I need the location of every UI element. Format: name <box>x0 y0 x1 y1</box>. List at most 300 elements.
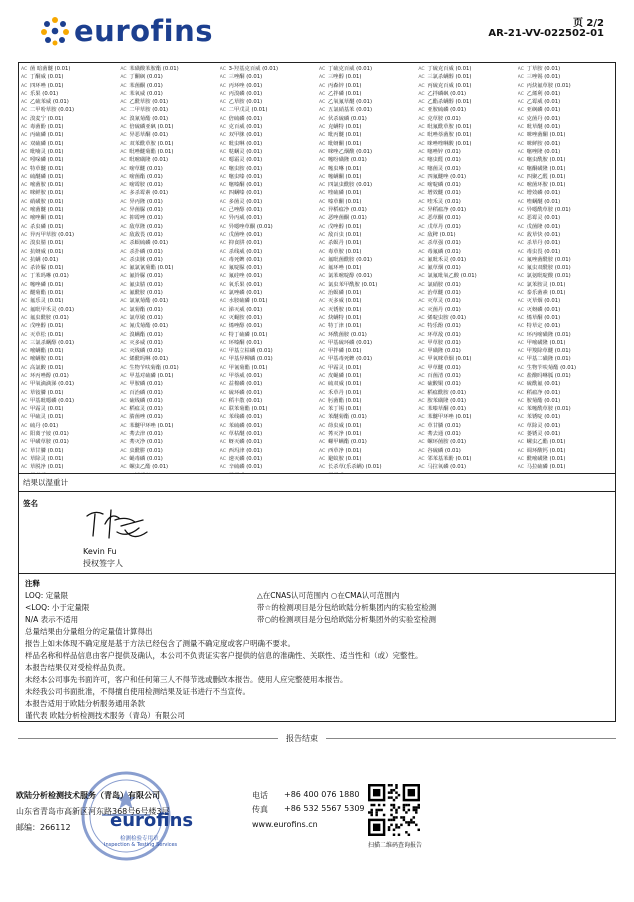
analyte-name: 异丙甲草胺 (0.01) <box>30 231 75 238</box>
analyte-row <box>518 289 614 297</box>
analyte-name: 咪唑喹啉酸 (0.01) <box>427 140 472 147</box>
note-na: N/A 表示不适用 <box>25 615 79 624</box>
stamp-label: 检测检验专用章 <box>120 836 159 842</box>
analyte-row <box>319 123 415 131</box>
analyte-name: 四聚乙醛 (0.01) <box>526 173 566 180</box>
analyte-prefix: AC <box>418 332 425 338</box>
analyte-row <box>220 397 316 405</box>
analyte-prefix: AC <box>517 183 524 189</box>
analyte-row <box>220 364 316 372</box>
analyte-row <box>120 65 216 73</box>
analyte-row <box>21 297 117 305</box>
analyte-row <box>518 422 614 430</box>
analyte-row <box>120 347 216 355</box>
analyte-row <box>21 455 117 463</box>
analyte-prefix: AC <box>318 125 326 131</box>
analyte-row <box>220 165 316 173</box>
analyte-name: 三唑酮 (0.01) <box>228 74 263 81</box>
page-number: 页 2/2 <box>572 18 604 29</box>
analyte-name: 邻苯基苯酚 (0.01) <box>427 455 472 462</box>
analyte-row <box>120 389 216 397</box>
qr-code-icon[interactable] <box>368 784 420 836</box>
analyte-prefix: AC <box>517 423 524 429</box>
analyte-name: 噻虫胺 (0.01) <box>228 165 263 172</box>
analyte-row <box>418 322 514 330</box>
analyte-row <box>120 115 216 123</box>
analyte-row <box>319 181 415 189</box>
analyte-name: 吡氟酰草胺 (0.01) <box>427 124 472 131</box>
analyte-row <box>220 355 316 363</box>
analyte-row <box>418 82 514 90</box>
analyte-name: 泰乐菌素 (0.01) <box>526 290 566 297</box>
analyte-row <box>418 165 514 173</box>
analyte-row <box>21 115 117 123</box>
analyte-row <box>418 272 514 280</box>
analyte-row <box>120 364 216 372</box>
analyte-prefix: AC <box>219 266 226 272</box>
analyte-prefix: AC <box>21 448 28 454</box>
handwritten-signature <box>81 502 159 546</box>
analyte-name: 乙霉威 (0.01) <box>526 99 561 106</box>
analyte-prefix: AC <box>21 332 28 338</box>
analyte-row <box>418 430 514 438</box>
analyte-prefix: AC <box>517 274 524 280</box>
analyte-name: 硫线磷 (0.01) <box>129 397 163 404</box>
analyte-name: 克百威 (0.01) <box>228 124 263 131</box>
analyte-name: 异恶草酮 (0.01) <box>129 132 169 139</box>
analyte-name: 三唑锡 (0.01) <box>526 74 561 81</box>
company-name: 欧陆分析检测技术服务（青岛）有限公司 <box>16 791 160 800</box>
analyte-name: 甲基异柳磷 (0.01) <box>228 356 273 363</box>
analyte-name: 毒氟磷 (0.01) <box>427 248 461 255</box>
analyte-row <box>319 131 415 139</box>
analyte-row <box>21 173 117 181</box>
analyte-prefix: AC <box>120 398 127 404</box>
analyte-prefix: AC <box>318 141 326 147</box>
analyte-row <box>518 322 614 330</box>
analyte-row <box>21 372 117 380</box>
analyte-name: 异丙隆 (0.01) <box>129 198 163 205</box>
analyte-row <box>319 115 415 123</box>
analyte-prefix: AC <box>219 382 226 388</box>
analyte-prefix: AC <box>219 241 226 247</box>
analyte-prefix: AC <box>517 315 524 321</box>
analyte-prefix: AC <box>219 398 226 404</box>
analyte-row <box>21 438 117 446</box>
analyte-name: 螺甲螨酯 (0.01) <box>327 439 367 446</box>
analyte-prefix: AC <box>318 349 326 355</box>
analyte-name: 噻唑磷 (0.01) <box>30 281 64 288</box>
end-of-report: 报告结束 <box>278 733 326 744</box>
analyte-row <box>120 331 216 339</box>
analyte-prefix: AC <box>120 249 127 255</box>
analyte-name: 灭草松 (0.01) <box>30 331 64 338</box>
analyte-row <box>21 106 117 114</box>
analyte-row <box>319 289 415 297</box>
analyte-row <box>319 380 415 388</box>
analyte-row <box>319 165 415 173</box>
analyte-row <box>21 165 117 173</box>
analyte-row <box>518 73 614 81</box>
analyte-name: 杀虫磷 (0.01) <box>30 223 64 230</box>
analyte-row <box>21 397 117 405</box>
fax-number: +86 532 5567 5309 <box>284 804 365 813</box>
note-loq: LOQ: 定量限 <box>25 591 69 600</box>
analyte-prefix: AC <box>219 407 226 413</box>
analyte-name: 螺环菌胺 (0.01) <box>427 439 467 446</box>
analyte-row <box>319 281 415 289</box>
analyte-prefix: AC <box>517 465 524 471</box>
analyte-prefix: AC <box>517 125 524 131</box>
analyte-prefix: AC <box>418 282 425 288</box>
analyte-name: 特丁硫磷 (0.01) <box>228 331 268 338</box>
analyte-name: 嗪草酮 (0.01) <box>327 198 362 205</box>
analyte-prefix: AC <box>21 216 28 222</box>
analyte-prefix: AC <box>21 340 28 346</box>
analyte-name: 甲基硫环磷 (0.01) <box>327 339 373 346</box>
analyte-row <box>319 364 415 372</box>
analyte-prefix: AC <box>219 432 226 438</box>
analyte-name: 嘧菌胺 (0.01) <box>30 182 64 189</box>
analyte-row <box>319 248 415 256</box>
analyte-prefix: AC <box>120 149 127 155</box>
analyte-name: 吲哚磷 (0.01) <box>30 157 64 164</box>
analyte-row <box>418 314 514 322</box>
analyte-prefix: AC <box>318 216 326 222</box>
analyte-name: 硫丹 (0.01) <box>30 422 59 429</box>
analyte-prefix: AC <box>517 373 524 379</box>
analyte-prefix: AC <box>120 174 127 180</box>
analyte-name: 甲草胺 (0.01) <box>427 339 461 346</box>
analyte-name: 氟啶脲 (0.01) <box>228 265 263 272</box>
analyte-row <box>21 331 117 339</box>
analyte-prefix: AC <box>517 199 524 205</box>
analyte-prefix: AC <box>120 75 127 81</box>
analyte-name: 环丙嘧磺隆 (0.01) <box>526 331 571 338</box>
analyte-prefix: AC <box>318 373 326 379</box>
analyte-name: 3-羟基克百威 (0.01) <box>228 66 279 72</box>
analyte-prefix: AC <box>219 357 226 363</box>
analyte-prefix: AC <box>418 166 425 172</box>
analyte-row <box>319 65 415 73</box>
analyte-row <box>518 106 614 114</box>
analyte-row <box>220 472 316 473</box>
analyte-prefix: AC <box>418 307 425 313</box>
analyte-prefix: AC <box>318 249 326 255</box>
analyte-row <box>319 463 415 471</box>
analyte-name: 四螨嗪 (0.01) <box>228 190 263 197</box>
analyte-prefix: AC <box>219 67 226 72</box>
analyte-prefix: AC <box>418 241 425 247</box>
analyte-name: 嘧草醚 (0.01) <box>129 165 163 172</box>
analyte-prefix: AC <box>120 307 127 313</box>
analyte-name: 噻酮磺隆 (0.01) <box>526 165 566 172</box>
analyte-name: 吡蚜酮 (0.01) <box>327 140 362 147</box>
analyte-prefix: AC <box>21 116 28 122</box>
analyte-name: 抗蚜威 (0.01) <box>30 248 64 255</box>
analyte-prefix: AC <box>318 116 326 122</box>
analyte-name: 苯硫磷 (0.01) <box>228 422 263 429</box>
analyte-prefix: AC <box>219 100 226 106</box>
analyte-row <box>220 455 316 463</box>
analyte-name: 毒菌酚 (0.01) <box>30 124 64 131</box>
analyte-prefix: AC <box>219 282 226 288</box>
signature-title: 签名 <box>23 499 38 508</box>
analyte-column <box>218 63 317 473</box>
analyte-name: 草脱净 (0.01) <box>30 464 64 471</box>
analyte-name: 嘧螨胺 (0.01) <box>30 356 64 363</box>
analyte-row <box>319 422 415 430</box>
analyte-row <box>120 206 216 214</box>
analyte-prefix: AC <box>21 357 28 363</box>
analyte-prefix: AC <box>418 133 425 139</box>
analyte-prefix: AC <box>120 224 127 230</box>
analyte-row <box>319 189 415 197</box>
analyte-prefix: AC <box>318 133 326 139</box>
analyte-name: 氧乐果 (0.01) <box>228 281 263 288</box>
analyte-prefix: AC <box>318 440 326 446</box>
analyte-name: 己唑醇 (0.01) <box>228 207 263 214</box>
analyte-name: 敌稗 (0.01) <box>427 231 456 238</box>
analyte-row <box>120 413 216 421</box>
analyte-row <box>21 65 117 73</box>
analyte-name: 丁苯吗啉 (0.01) <box>30 273 69 280</box>
analyte-prefix: AC <box>219 232 226 238</box>
analyte-row <box>220 90 316 98</box>
analyte-row <box>319 372 415 380</box>
note-total: 总量结果由分量组分的定量值计算得出 <box>25 627 153 636</box>
analyte-prefix: AC <box>21 398 28 404</box>
signer-role: 授权签字人 <box>83 559 123 568</box>
analyte-prefix: AC <box>318 199 326 205</box>
analyte-name: 溴麦宁 (0.01) <box>30 115 64 122</box>
analyte-row <box>120 264 216 272</box>
analyte-prefix: AC <box>418 465 425 471</box>
analyte-prefix: AC <box>21 415 28 421</box>
analyte-prefix: AC <box>120 266 127 272</box>
analyte-prefix: AC <box>21 373 28 379</box>
analyte-name: 禾草丹 (0.01) <box>327 389 362 396</box>
analyte-name: 吡唑醚菊酯 (0.01) <box>129 148 174 155</box>
analyte-row <box>518 397 614 405</box>
analyte-name: 克螨特 (0.01) <box>327 124 362 131</box>
analyte-name: 毒死蜱 (0.01) <box>228 256 263 263</box>
analyte-row <box>418 364 514 372</box>
analyte-name: 草甘膦 (0.01) <box>30 447 64 454</box>
analyte-name: 皮蝇磷 (0.01) <box>327 372 362 379</box>
analyte-name: 倍硫磷 (0.01) <box>228 115 263 122</box>
analyte-prefix: AC <box>517 191 524 197</box>
analyte-name: 氟吡甲禾灵 (0.01) <box>30 306 75 313</box>
analyte-prefix: AC <box>120 91 127 97</box>
analyte-name: 特乐酚 (0.01) <box>427 323 461 330</box>
analyte-row <box>120 123 216 131</box>
website-link[interactable]: www.eurofins.cn <box>252 820 318 829</box>
analyte-row <box>418 281 514 289</box>
analyte-row <box>319 472 415 473</box>
analyte-prefix: AC <box>21 174 28 180</box>
analyte-row <box>220 148 316 156</box>
analyte-name: 噻虫醛 (0.01) <box>427 157 461 164</box>
analyte-row <box>120 322 216 330</box>
analyte-prefix: AC <box>21 232 28 238</box>
analyte-prefix: AC <box>517 149 524 155</box>
analyte-prefix: AC <box>517 249 524 255</box>
analyte-column <box>317 63 416 473</box>
analyte-row <box>418 339 514 347</box>
analyte-prefix: AC <box>418 357 425 363</box>
analyte-row <box>319 98 415 106</box>
analyte-name: 喹禾灵 (0.01) <box>427 198 461 205</box>
analyte-name: 杀虫脒 (0.01) <box>129 256 163 263</box>
analyte-name: 二甲吩草胺 (0.01) <box>30 107 75 114</box>
analyte-prefix: AC <box>21 191 28 197</box>
analyte-prefix: AC <box>120 432 127 438</box>
analyte-prefix: AC <box>517 224 524 230</box>
analyte-prefix: AC <box>517 166 524 172</box>
analyte-name: 双苯酰草胺 (0.01) <box>129 140 174 147</box>
analyte-name: 噻虫嗪 (0.01) <box>228 173 263 180</box>
analyte-name: 氯苯胺灵 (0.01) <box>526 281 566 288</box>
analyte-row <box>518 306 614 314</box>
analyte-name: 亚砜磷 (0.01) <box>526 107 561 114</box>
analyte-prefix: AC <box>120 257 127 263</box>
analyte-name: 毒草胺 (0.01) <box>327 248 362 255</box>
analyte-name: 克菌丹 (0.01) <box>526 115 561 122</box>
analyte-row <box>319 239 415 247</box>
analyte-name: 甲基吡噁磷 (0.01) <box>30 397 75 404</box>
analyte-row <box>21 131 117 139</box>
analyte-prefix: AC <box>418 398 425 404</box>
analyte-row <box>220 65 316 73</box>
analyte-row <box>220 281 316 289</box>
analyte-prefix: AC <box>219 125 226 131</box>
analyte-row <box>120 306 216 314</box>
analyte-prefix: AC <box>517 382 524 388</box>
analyte-row <box>220 223 316 231</box>
analyte-name: 氯苯嘧啶醇 (0.01) <box>327 273 373 280</box>
analyte-row <box>418 397 514 405</box>
analyte-prefix: AC <box>120 125 127 131</box>
analyte-grid <box>19 63 615 473</box>
analyte-row <box>319 389 415 397</box>
analyte-prefix: AC <box>418 125 425 131</box>
analyte-prefix: AC <box>418 183 425 189</box>
analyte-prefix: AC <box>120 407 127 413</box>
analyte-prefix: AC <box>120 67 127 72</box>
analyte-prefix: AC <box>418 208 425 214</box>
note-line-1: 报告上如未体现不确定度是基于方法已经包含了测量不确定度或客户明确不要求。 <box>25 639 295 648</box>
analyte-prefix: AC <box>21 456 28 462</box>
analyte-row <box>120 189 216 197</box>
analyte-name: 多杀霉素 (0.01) <box>129 190 169 197</box>
analyte-prefix: AC <box>517 208 524 214</box>
analyte-row <box>418 405 514 413</box>
analyte-row <box>518 297 614 305</box>
analyte-prefix: AC <box>21 324 28 330</box>
analyte-name: 烯啶虫胺 (0.01) <box>427 314 467 321</box>
analyte-name: 硫环磷 (0.01) <box>228 389 263 396</box>
analyte-prefix: AC <box>219 373 226 379</box>
analyte-prefix: AC <box>219 423 226 429</box>
analyte-row <box>120 405 216 413</box>
analyte-row <box>418 463 514 471</box>
analyte-row <box>21 223 117 231</box>
analyte-name: 溴虫腈 (0.01) <box>30 240 64 247</box>
analyte-row <box>518 148 614 156</box>
analyte-name: 噻唑锌 (0.01) <box>427 148 461 155</box>
analyte-prefix: AC <box>318 465 326 471</box>
analyte-prefix: AC <box>318 365 326 371</box>
analyte-row <box>120 380 216 388</box>
analyte-row <box>220 430 316 438</box>
analyte-name: 吡虫啉 (0.01) <box>228 140 263 147</box>
analyte-name: 避蚊胺 (0.01) <box>327 455 362 462</box>
analyte-row <box>418 422 514 430</box>
note-line-2: 样品名称和样品信息由客户提供及确认，本公司不负责证实客户提供的信息的准确性、关联性、适当性和（或）完整性。 <box>25 651 423 660</box>
analyte-name: 氯唑磷 (0.01) <box>228 290 263 297</box>
analyte-name: 二甲戊灵 (0.01) <box>228 107 268 114</box>
analyte-prefix: AC <box>517 91 524 97</box>
analyte-prefix: AC <box>219 307 226 313</box>
analyte-row <box>319 430 415 438</box>
analyte-name: 草枯醚 (0.01) <box>228 431 263 438</box>
analyte-prefix: AC <box>120 448 127 454</box>
analyte-name: 氟虫双酰胺 (0.01) <box>526 265 571 272</box>
analyte-row <box>518 447 614 455</box>
analyte-row <box>220 73 316 81</box>
analyte-row <box>319 214 415 222</box>
analyte-name: 稻瘟酰胺 (0.01) <box>427 389 467 396</box>
analyte-row <box>518 339 614 347</box>
analyte-prefix: AC <box>517 390 524 396</box>
fax-label: 传真 <box>252 805 268 814</box>
analyte-prefix: AC <box>418 174 425 180</box>
analyte-name: 生物苄呋菊酯 (0.01) <box>129 364 179 371</box>
analyte-name: 莠去津 (0.01) <box>129 431 163 438</box>
analyte-name: 氟吡禾灵 (0.01) <box>427 256 467 263</box>
analyte-row <box>120 463 216 471</box>
note-in-group: 带☆的检测项目是分包给欧陆分析集团内的实验室检测 <box>257 603 437 612</box>
analyte-prefix: AC <box>418 340 425 346</box>
analyte-prefix: AC <box>219 340 226 346</box>
analyte-row <box>418 206 514 214</box>
analyte-prefix: AC <box>418 91 425 97</box>
analyte-row <box>21 214 117 222</box>
analyte-prefix: AC <box>21 407 28 413</box>
analyte-row <box>418 90 514 98</box>
analyte-name: 丁草胺 (0.01) <box>526 66 561 72</box>
analyte-name: 丙炔氟草胺 (0.01) <box>526 82 571 89</box>
analyte-prefix: AC <box>318 299 326 305</box>
analyte-name: 稻丰散 (0.01) <box>228 397 263 404</box>
analyte-prefix: AC <box>120 100 127 106</box>
analyte-row <box>319 82 415 90</box>
analyte-row <box>319 148 415 156</box>
analyte-row <box>518 98 614 106</box>
analyte-name: 敌百虫 (0.01) <box>327 231 362 238</box>
analyte-prefix: AC <box>21 100 28 106</box>
analyte-row <box>518 281 614 289</box>
footer <box>0 770 634 902</box>
analyte-prefix: AC <box>517 75 524 81</box>
analyte-prefix: AC <box>21 67 28 72</box>
analyte-name: 增效磷 (0.01) <box>526 190 561 197</box>
analyte-name: 苯锈啶 (0.01) <box>526 414 561 421</box>
analyte-prefix: AC <box>517 398 524 404</box>
analyte-name: 苯丁锡 (0.01) <box>327 406 362 413</box>
analyte-row <box>319 314 415 322</box>
